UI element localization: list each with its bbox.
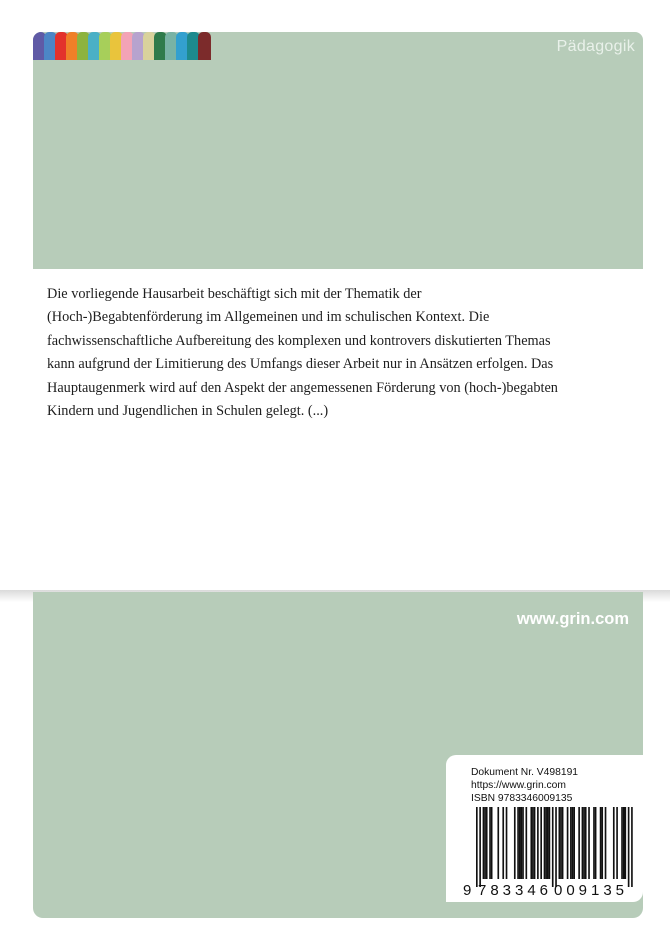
barcode-bar xyxy=(559,807,561,879)
isbn-number: ISBN 9783346009135 xyxy=(471,793,573,804)
barcode-bar xyxy=(567,807,569,879)
description-line: fachwissenschaftliche Aufbereitung des komplexen und kontrovers diskutierten Themas xyxy=(47,332,551,349)
description-line: (Hoch-)Begabtenförderung im Allgemeinen und im schulischen Kontext. Die xyxy=(47,309,490,326)
barcode-bar xyxy=(623,807,625,879)
barcode-bar xyxy=(476,807,478,887)
description-line: Kindern und Jugendlichen in Schulen gelegt. (...) xyxy=(47,403,329,420)
barcode-bar xyxy=(572,807,574,879)
barcode-bar xyxy=(605,807,607,879)
barcode-bar xyxy=(613,807,615,879)
barcode-bar xyxy=(552,807,554,887)
barcode-bar xyxy=(540,807,542,879)
barcode-bar xyxy=(514,807,516,879)
barcode-bar xyxy=(621,807,623,879)
barcode-bar xyxy=(560,807,562,879)
book-description xyxy=(47,283,627,423)
barcode-bar xyxy=(522,807,524,879)
barcode-bar xyxy=(489,807,491,879)
barcode-bar xyxy=(593,807,595,879)
description-line: Die vorliegende Hausarbeit beschäftigt sich mit der Thematik der xyxy=(47,286,422,302)
barcode-bar xyxy=(537,807,539,879)
barcode-digits: 783346 xyxy=(478,882,548,897)
barcode-bar xyxy=(570,807,572,879)
barcode-bar xyxy=(628,807,630,887)
color-stripes xyxy=(33,32,209,60)
cover-bottom-panel xyxy=(33,592,643,918)
barcode-bar xyxy=(544,807,546,879)
barcode-bar xyxy=(532,807,534,879)
description-line: Hauptaugenmerk wird auf den Aspekt der angemessenen Förderung von (hoch-)begabten xyxy=(47,379,558,396)
barcode-bar xyxy=(601,807,603,879)
cover-top-panel xyxy=(33,32,643,269)
barcode-bar xyxy=(502,807,504,879)
barcode-bar xyxy=(534,807,536,879)
barcode-bar xyxy=(578,807,580,879)
barcode-digits: 9 xyxy=(463,882,472,897)
barcode-bar xyxy=(562,807,564,879)
barcode-bar xyxy=(585,807,587,879)
barcode-bar xyxy=(530,807,532,879)
barcode-bar xyxy=(588,807,590,879)
barcode-bar xyxy=(486,807,488,879)
barcode-bar xyxy=(547,807,549,879)
barcode-digits: 009135 xyxy=(554,882,624,897)
barcode-bar xyxy=(555,807,557,887)
barcode-bar xyxy=(479,807,481,887)
barcode-bar xyxy=(497,807,499,879)
barcode-bar xyxy=(616,807,618,879)
barcode-bar xyxy=(491,807,493,879)
barcode-bar xyxy=(484,807,486,879)
document-number: Dokument Nr. V498191 xyxy=(471,767,579,778)
barcode-bar xyxy=(573,807,575,879)
barcode-bar xyxy=(600,807,602,879)
barcode-bar xyxy=(506,807,508,879)
barcode-bar xyxy=(631,807,633,887)
barcode-bar xyxy=(582,807,584,879)
color-stripe xyxy=(198,32,211,60)
isbn-barcode xyxy=(459,807,635,897)
barcode-bar xyxy=(545,807,547,879)
barcode-bar xyxy=(625,807,627,879)
barcode-bar xyxy=(549,807,551,879)
category-label: Pädagogik xyxy=(556,38,635,55)
barcode-bar xyxy=(583,807,585,879)
barcode-bar xyxy=(483,807,485,879)
isbn-info xyxy=(471,766,578,805)
description-line: kann aufgrund der Limitierung des Umfangs dieser Arbeit nur in Ansätzen erfolgen. Das xyxy=(47,356,554,373)
barcode-bar xyxy=(519,807,521,879)
barcode-bar xyxy=(521,807,523,879)
publisher-url: www.grin.com xyxy=(516,610,629,628)
barcode-bar xyxy=(595,807,597,879)
isbn-box xyxy=(446,755,643,902)
barcode-bar xyxy=(517,807,519,879)
barcode-bar xyxy=(526,807,528,879)
isbn-url: https://www.grin.com xyxy=(471,780,566,791)
